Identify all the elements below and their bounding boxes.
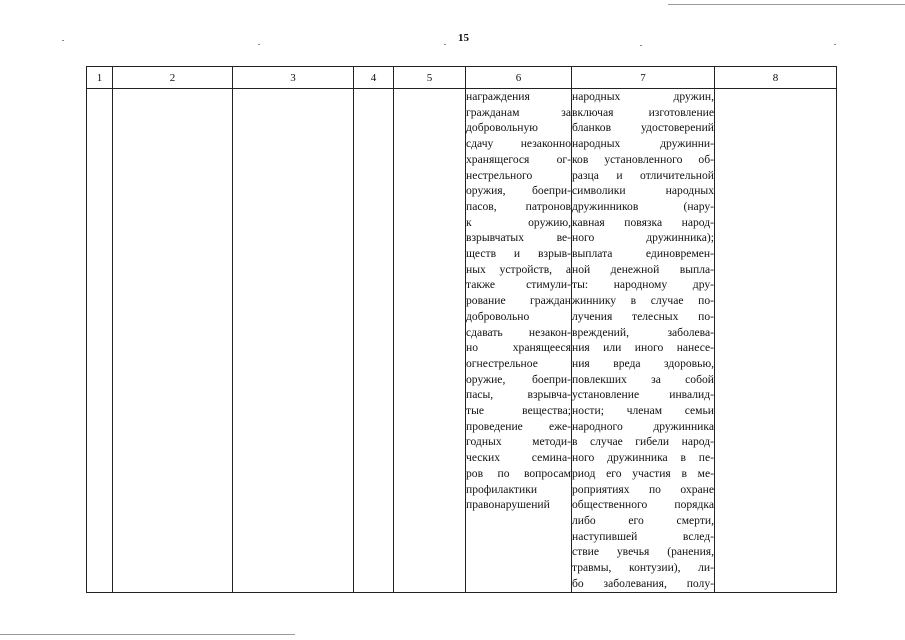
data-table — [86, 66, 837, 593]
text-line: ты: народному дру- — [572, 278, 714, 292]
text-line: ния вреда здоровью, — [572, 356, 714, 370]
text-line: также стимули- — [466, 278, 571, 292]
text-line: травмы, контузии), ли- — [572, 561, 714, 575]
text-line: награждения — [466, 90, 530, 103]
text-line: бланков удостоверений — [572, 121, 714, 135]
text-line: дружинников (нару- — [572, 199, 714, 213]
text-line: годных методи- — [466, 435, 571, 449]
text-line: общественного порядка — [572, 498, 714, 512]
text-line: ществ и взрыв- — [466, 247, 571, 261]
header-row — [87, 67, 837, 89]
text-line: ния или иного нанесе- — [572, 341, 714, 355]
text-line: народного дружинника — [572, 419, 714, 433]
text-line: разца и отличительной — [572, 168, 714, 182]
table-row — [87, 89, 837, 593]
text-line: народных дружин, — [572, 90, 714, 103]
text-line: ной денежной выпла- — [572, 262, 714, 276]
text-line: ного дружинника в пе- — [572, 451, 714, 465]
text-line: наступившей вслед- — [572, 529, 714, 543]
text-line: сдачу незаконно — [466, 137, 571, 151]
cell-col-1 — [87, 89, 113, 593]
scan-speck — [444, 44, 446, 45]
text-line: кавная повязка народ- — [572, 215, 714, 229]
text-line: хранящегося ог- — [466, 152, 571, 166]
text-line: ности; членам семьи — [572, 404, 714, 418]
text-line: проведение еже- — [466, 419, 571, 433]
text-line: огнестрельное — [466, 356, 538, 370]
text-line: ков установленного об- — [572, 152, 714, 166]
text-line: пасы, взрывча- — [466, 388, 571, 402]
text-line: роприятиях по охране — [572, 482, 714, 496]
text-line: включая изготовление — [572, 105, 714, 119]
scan-speck — [834, 44, 836, 45]
column-header-8: 8 — [715, 67, 837, 89]
col-7-text — [572, 89, 714, 592]
cell-col-2 — [113, 89, 233, 593]
text-line: либо его смерти, — [572, 513, 714, 527]
scan-speck — [62, 40, 64, 41]
text-line: рование граждан — [466, 294, 571, 308]
cell-col-3 — [233, 89, 354, 593]
text-line: пасов, патронов — [466, 199, 571, 213]
text-line: в случае гибели народ- — [572, 435, 714, 449]
text-line: оружие, боепри- — [466, 372, 571, 386]
cell-col-7 — [572, 89, 715, 593]
text-line: сдавать незакон- — [466, 325, 571, 339]
text-line: взрывчатых ве- — [466, 231, 571, 245]
text-line: профилактики — [466, 482, 538, 496]
cell-col-8 — [715, 89, 837, 593]
cell-col-6 — [466, 89, 572, 593]
text-line: нестрельного — [466, 168, 533, 182]
text-line: оружия, боепри- — [466, 184, 571, 198]
text-line: тые вещества; — [466, 404, 571, 418]
column-header-4: 4 — [354, 67, 394, 89]
text-line: ного дружинника); — [572, 231, 714, 245]
text-line: ных устройств, а — [466, 262, 571, 276]
scan-speck — [258, 44, 260, 45]
text-line: установление инвалид- — [572, 388, 714, 402]
column-header-7: 7 — [572, 67, 715, 89]
text-line: выплата единовремен- — [572, 247, 714, 261]
text-line: добровольно — [466, 309, 530, 323]
text-line: народных дружинни- — [572, 137, 714, 151]
cell-col-5 — [394, 89, 466, 593]
text-line: повлекших за собой — [572, 372, 714, 386]
col-6-text — [466, 89, 571, 513]
column-header-6: 6 — [466, 67, 572, 89]
text-line: ствие увечья (ранения, — [572, 545, 714, 559]
text-line: вреждений, заболева- — [572, 325, 714, 339]
bottom-scan-rule — [0, 634, 295, 635]
column-header-1: 1 — [87, 67, 113, 89]
text-line: символики народных — [572, 184, 714, 198]
text-line: но хранящееся — [466, 341, 571, 355]
column-header-3: 3 — [233, 67, 354, 89]
cell-col-4 — [354, 89, 394, 593]
text-line: жиннику в случае по- — [572, 294, 714, 308]
scan-speck — [640, 45, 642, 46]
column-header-2: 2 — [113, 67, 233, 89]
text-line: к оружию, — [466, 215, 571, 229]
text-line: риод его участия в ме- — [572, 466, 714, 480]
column-header-5: 5 — [394, 67, 466, 89]
page-number: 15 — [458, 32, 469, 44]
text-line: добровольную — [466, 121, 538, 135]
text-line: гражданам за — [466, 105, 571, 119]
text-line: бо заболевания, полу- — [572, 576, 714, 590]
text-line: правонарушений — [466, 498, 550, 512]
text-line: лучения телесных по- — [572, 309, 714, 323]
text-line: ров по вопросам — [466, 466, 571, 480]
top-scan-rule — [668, 4, 905, 5]
text-line: ческих семина- — [466, 451, 571, 465]
